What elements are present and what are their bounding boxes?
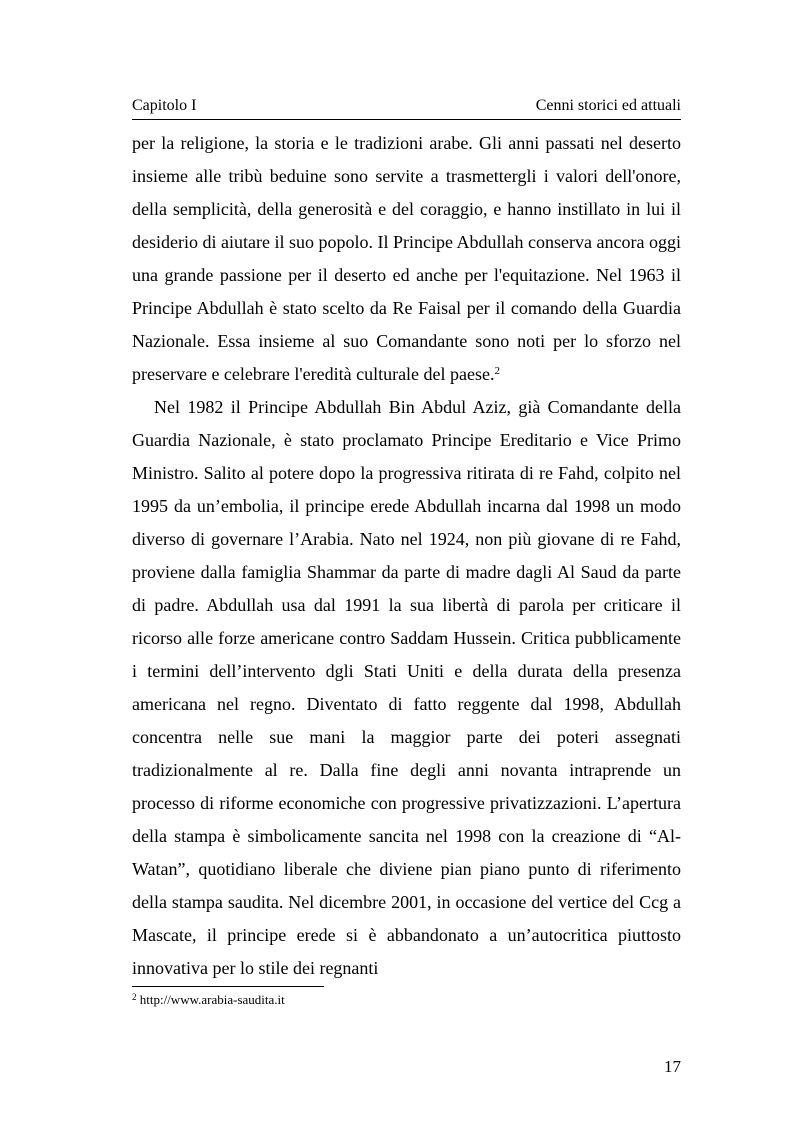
chapter-label: Capitolo I — [132, 97, 197, 114]
page-number: 17 — [664, 1057, 681, 1076]
body-text — [132, 127, 681, 985]
footnote-reference: 2 — [494, 365, 501, 377]
paragraph-text: per la religione, la storia e le tradizioni arabe. Gli anni passati nel deserto insieme alle tribù beduine sono servite a trasmettergli i valori dell'onore, della semplicità, della generosità e del coraggio, e hanno instillato in lui il desiderio di aiutare il suo popolo. Il Principe Abdullah conserva ancora oggi una grande passione per il deserto ed anche per l'equitazione. Nel 1963 il Principe Abdullah è stato scelto da Re Faisal per il comando della Guardia Nazionale. Essa insieme al suo Comandante sono noti per lo sforzo nel preservare e celebrare l'eredità culturale del paese. — [132, 133, 681, 384]
section-title: Cenni storici ed attuali — [535, 97, 681, 114]
paragraph — [132, 127, 681, 391]
footnote-text: http://www.arabia-saudita.it — [139, 992, 285, 1007]
footnote — [132, 992, 285, 1008]
paragraph-text: Nel 1982 il Principe Abdullah Bin Abdul Aziz, già Comandante della Guardia Nazionale, è stato proclamato Principe Ereditario e Vice Primo Ministro. Salito al potere dopo la progressiva ritirata di re Fahd, colpito nel 1995 da un’embolia, il principe erede Abdullah incarna dal 1998 un modo diverso di governare l’Arabia. Nato nel 1924, non più giovane di re Fahd, proviene dalla famiglia Shammar da parte di madre dagli Al Saud da parte di padre. Abdullah usa dal 1991 la sua libertà di parola per criticare il ricorso alle forze americane contro Saddam Hussein. Critica pubblicamente i termini dell’intervento dgli Stati Uniti e della durata della presenza americana nel regno. Diventato di fatto reggente dal 1998, Abdullah concentra nelle sue mani la maggior parte dei poteri assegnati tradizionalmente al re. Dalla fine degli anni novanta intraprende un processo di riforme economiche con progressive privatizzazioni. L’apertura della stampa è simbolicamente sancita nel 1998 con la creazione di “Al-Watan”, quotidiano liberale che diviene pian piano punto di riferimento della stampa saudita. Nel dicembre 2001, in occasione del vertice del Ccg a Mascate, il principe erede si è abbandonato a un’autocritica piuttosto innovativa per lo stile dei regnanti — [132, 397, 681, 978]
paragraph — [132, 391, 681, 985]
footnote-number: 2 — [132, 992, 137, 1002]
footnote-separator — [132, 986, 324, 987]
running-header — [132, 93, 681, 120]
